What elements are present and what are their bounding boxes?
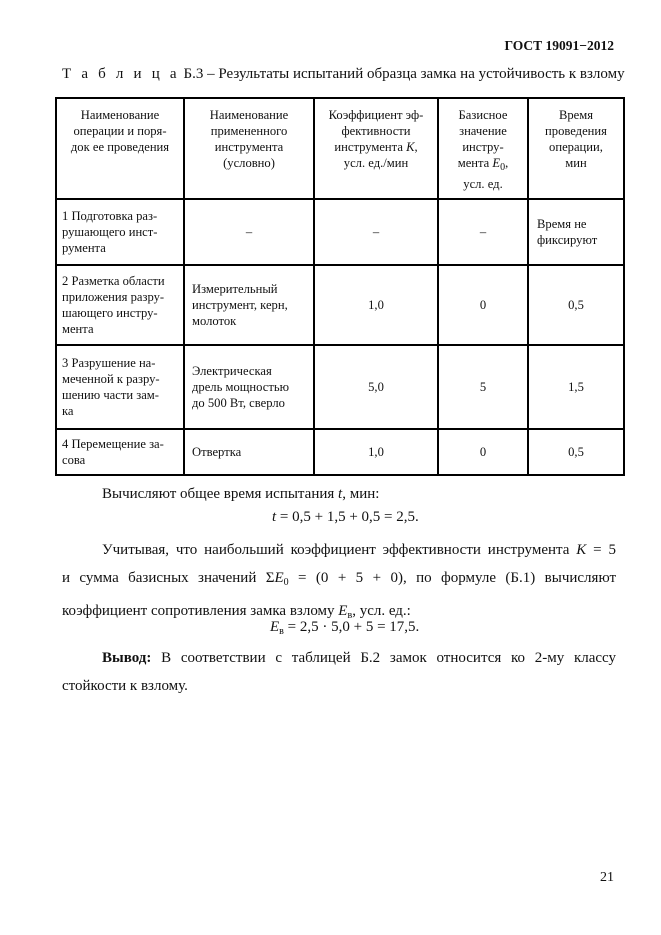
header-text: мента <box>457 156 493 170</box>
paragraph-conclusion <box>62 644 616 700</box>
header-text: Время <box>558 108 594 122</box>
header-tool <box>184 98 314 199</box>
header-sub: 0 <box>500 162 506 173</box>
header-text: Базисное <box>458 108 508 122</box>
header-text: примененного <box>210 124 288 138</box>
header-text: операции, <box>549 140 603 154</box>
var-e: E <box>274 570 284 586</box>
header-operation <box>56 98 184 199</box>
cell-e0: 0 <box>438 429 528 475</box>
text-line <box>62 536 616 564</box>
cell-text: молоток <box>192 314 237 328</box>
cell-text: меченной к разру- <box>62 372 160 386</box>
text: Вычисляют общее время испытания <box>102 486 339 502</box>
var-t: t <box>272 509 277 525</box>
cell-text: 1 Подготовка раз- <box>62 209 158 223</box>
paragraph-total-time <box>62 480 616 508</box>
header-text: проведения <box>545 124 607 138</box>
header-var-k: K <box>406 140 415 154</box>
results-table <box>55 97 625 476</box>
header-var-e: E <box>492 156 501 170</box>
header-text: инстру- <box>462 140 504 154</box>
cell-text: Электрическая <box>192 364 272 378</box>
cell-e0: 0 <box>438 265 528 345</box>
cell-k: – <box>314 199 438 265</box>
cell-operation <box>56 265 184 345</box>
table-caption <box>62 66 625 83</box>
header-text: (условно) <box>223 156 275 170</box>
cell-time: 0,5 <box>528 265 624 345</box>
table-caption-label: Т а б л и ц а <box>62 66 180 82</box>
header-e0 <box>438 98 528 199</box>
cell-text: румента <box>62 241 106 255</box>
cell-operation <box>56 429 184 475</box>
header-text: док ее проведения <box>70 140 170 154</box>
subscript: в <box>347 610 353 621</box>
formula-resistance <box>270 619 419 637</box>
text: стойкости к взлому. <box>62 678 188 694</box>
header-k <box>314 98 438 199</box>
cell-text: до 500 Вт, сверло <box>192 396 285 410</box>
cell-text: шению части зам- <box>62 388 159 402</box>
standard-designation: ГОСТ 19091−2012 <box>504 38 614 53</box>
cell-text: фиксируют <box>537 233 598 247</box>
header-text: значение <box>459 124 507 138</box>
cell-k: 1,0 <box>314 429 438 475</box>
cell-text: ка <box>62 404 74 418</box>
cell-text: инструмент, керн, <box>192 298 288 312</box>
paragraph-coefficient <box>62 536 616 630</box>
cell-operation <box>56 345 184 429</box>
cell-tool <box>184 265 314 345</box>
cell-operation <box>56 199 184 265</box>
cell-k: 1,0 <box>314 265 438 345</box>
header-text: мин <box>565 156 587 170</box>
cell-tool <box>184 429 314 475</box>
header-text: инструмента <box>214 140 284 154</box>
text-line <box>62 644 616 672</box>
cell-text: 4 Перемещение за- <box>62 437 164 451</box>
cell-text: 3 Разрушение на- <box>62 356 156 370</box>
text: и сумма базисных значений Σ <box>62 570 275 586</box>
header-text: инструмента <box>334 140 407 154</box>
text-line <box>62 672 616 700</box>
text: коэффициент сопротивления замка взлому <box>62 603 339 619</box>
header-time <box>528 98 624 199</box>
cell-time: 1,5 <box>528 345 624 429</box>
text: Учитывая, что наибольший коэффициент эффективности инструмента <box>102 542 577 558</box>
conclusion-label: Вывод: <box>102 650 152 666</box>
cell-text: дрель мощностью <box>192 380 290 394</box>
cell-k: 5,0 <box>314 345 438 429</box>
cell-text: Отвертка <box>192 445 242 459</box>
table-header-row <box>56 98 624 199</box>
table-caption-dash: – <box>203 66 219 82</box>
table-row <box>56 429 624 475</box>
header-text: фективности <box>341 124 411 138</box>
cell-text: рушающего инст- <box>62 225 158 239</box>
cell-text: приложения разру- <box>62 290 165 304</box>
formula-total-time <box>272 509 419 526</box>
header-text: усл. ед./мин <box>343 156 409 170</box>
header-text: Наименование <box>80 108 160 122</box>
text-line <box>62 564 616 597</box>
header-text: , <box>505 156 509 170</box>
header-text: Коэффициент эф- <box>328 108 424 122</box>
cell-e0: – <box>438 199 528 265</box>
cell-time: 0,5 <box>528 429 624 475</box>
table-row <box>56 345 624 429</box>
cell-text: шающего инстру- <box>62 306 158 320</box>
header-text: Наименование <box>209 108 289 122</box>
text: , усл. ед.: <box>352 603 411 619</box>
cell-e0: 5 <box>438 345 528 429</box>
table-row <box>56 265 624 345</box>
formula-text: = 2,5 · 5,0 + 5 = 17,5. <box>283 619 420 635</box>
cell-text: сова <box>62 453 86 467</box>
subscript: в <box>279 626 284 637</box>
cell-text: Измерительный <box>192 282 278 296</box>
text: = 5 <box>586 542 616 558</box>
cell-text: 2 Разметка области <box>62 274 165 288</box>
table-row <box>56 199 624 265</box>
page-number: 21 <box>600 870 614 885</box>
subscript: 0 <box>283 577 289 588</box>
var-e: E <box>338 603 348 619</box>
cell-text: Время не <box>537 217 587 231</box>
table-caption-title: Результаты испытаний образца замка на устойчивость к взлому <box>218 66 625 82</box>
header-text: , <box>414 140 418 154</box>
var-t: t <box>338 486 343 502</box>
cell-text: мента <box>62 322 94 336</box>
var-e: E <box>270 619 280 635</box>
header-text: усл. ед. <box>463 177 503 191</box>
cell-tool: – <box>184 199 314 265</box>
formula-text: = 0,5 + 1,5 + 0,5 = 2,5. <box>276 509 419 525</box>
text: , мин: <box>342 486 380 502</box>
header-text: операции и поря- <box>73 124 167 138</box>
cell-tool <box>184 345 314 429</box>
text: В соответствии с таблицей Б.2 замок относится ко 2-му классу <box>151 650 616 666</box>
cell-time <box>528 199 624 265</box>
table-caption-number: Б.3 <box>183 66 204 82</box>
text: = (0 + 5 + 0), по формуле (Б.1) вычисляют <box>288 570 617 586</box>
var-k: K <box>576 542 587 558</box>
